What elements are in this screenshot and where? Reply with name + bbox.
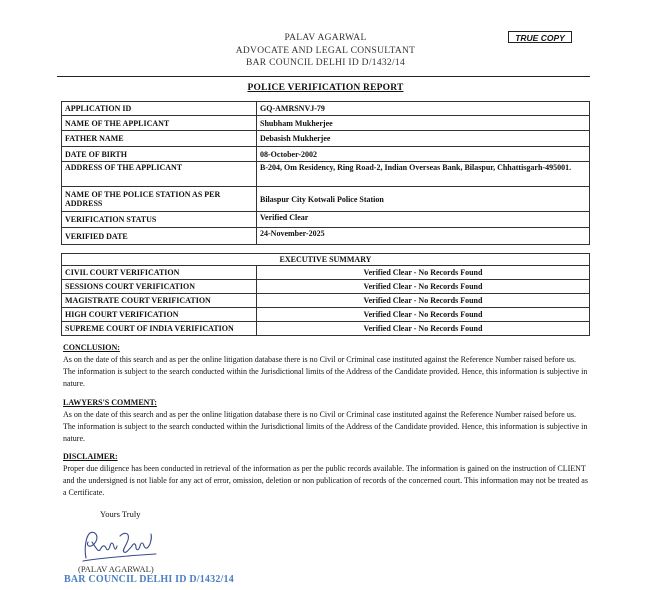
- summary-value: Verified Clear - No Records Found: [257, 294, 590, 308]
- summary-label: MAGISTRATE COURT VERIFICATION: [62, 294, 257, 308]
- detail-label: VERIFIED DATE: [62, 228, 257, 245]
- table-row: [62, 187, 590, 212]
- table-row: [62, 102, 590, 116]
- summary-label: CIVIL COURT VERIFICATION: [62, 266, 257, 280]
- table-row: [62, 162, 590, 187]
- report-title: [0, 83, 651, 93]
- detail-label: FATHER NAME: [62, 131, 257, 147]
- executive-summary-heading: EXECUTIVE SUMMARY: [62, 254, 590, 266]
- detail-value: Verified Clear: [257, 212, 590, 228]
- summary-value: Verified Clear - No Records Found: [257, 308, 590, 322]
- signature-image: [80, 528, 160, 569]
- detail-value: 24-November-2025: [257, 228, 590, 245]
- table-row: [62, 294, 590, 308]
- conclusion-text: As on the date of this search and as per the online litigation database there is no Civil or Criminal case instituted against the Reference Number raised before us. The information is subject to the search conducted within the Jurisdictional limits of the Address of the Candidate provided. Hence, this information is subjective in nature.: [63, 355, 588, 388]
- table-row: [62, 147, 590, 162]
- summary-label: SESSIONS COURT VERIFICATION: [62, 280, 257, 294]
- advocate-bar-id: BAR COUNCIL DELHI ID D/1432/14: [245, 58, 406, 68]
- closing-salutation: Yours Truly: [100, 509, 141, 519]
- details-table: [61, 101, 590, 245]
- table-row: [62, 228, 590, 245]
- detail-value: Debasish Mukherjee: [257, 131, 590, 147]
- detail-label: NAME OF THE POLICE STATION AS PER ADDRESS: [62, 187, 257, 212]
- conclusion-heading: CONCLUSION:: [63, 343, 120, 352]
- signatory-name: (PALAV AGARWAL): [78, 564, 154, 574]
- table-row: [62, 116, 590, 131]
- table-row: [62, 254, 590, 266]
- advocate-name: PALAV AGARWAL: [284, 33, 367, 43]
- table-row: [62, 266, 590, 280]
- report-title-text: POLICE VERIFICATION REPORT: [247, 83, 404, 93]
- executive-summary-table: [61, 253, 590, 336]
- detail-value: Bilaspur City Kotwali Police Station: [257, 187, 590, 212]
- disclaimer-text: Proper due diligence has been conducted in retrieval of the information as per the public records available. The information is gained on the instruction of CLIENT and the undersigned is not liable for any act of error, omission, deletion or non publication of records of the concerned court. This information may not be treated as a Certificate.: [63, 464, 588, 497]
- detail-label: NAME OF THE APPLICANT: [62, 116, 257, 131]
- conclusion-section: [63, 342, 588, 390]
- detail-value: 08-October-2002: [257, 147, 590, 162]
- summary-value: Verified Clear - No Records Found: [257, 266, 590, 280]
- lawyers-comment-text: As on the date of this search and as per the online litigation database there is no Civil or Criminal case instituted against the Reference Number raised before us. The information is subject to the search conducted within the Jurisdictional limits of the Address of the Candidate provided. Hence, this information is subjective in nature.: [63, 410, 588, 443]
- disclaimer-section: [63, 451, 588, 499]
- summary-label: SUPREME COURT OF INDIA VERIFICATION: [62, 322, 257, 336]
- detail-label: ADDRESS OF THE APPLICANT: [62, 162, 257, 187]
- summary-value: Verified Clear - No Records Found: [257, 322, 590, 336]
- lawyers-comment-heading: LAWYERS'S COMMENT:: [63, 398, 157, 407]
- signatory-bar-id: BAR COUNCIL DELHI ID D/1432/14: [64, 574, 234, 585]
- table-row: [62, 280, 590, 294]
- summary-label: HIGH COURT VERIFICATION: [62, 308, 257, 322]
- detail-label: APPLICATION ID: [62, 102, 257, 116]
- lawyers-comment-section: [63, 397, 588, 445]
- summary-value: Verified Clear - No Records Found: [257, 280, 590, 294]
- detail-value: Shubham Mukherjee: [257, 116, 590, 131]
- detail-value: GQ-AMRSNVJ-79: [257, 102, 590, 116]
- header-divider: [57, 76, 590, 77]
- disclaimer-heading: DISCLAIMER:: [63, 452, 118, 461]
- table-row: [62, 212, 590, 228]
- table-row: [62, 131, 590, 147]
- table-row: [62, 308, 590, 322]
- detail-label: DATE OF BIRTH: [62, 147, 257, 162]
- table-row: [62, 322, 590, 336]
- detail-value: B-204, Om Residency, Ring Road-2, Indian Overseas Bank, Bilaspur, Chhattisgarh-495001.: [257, 162, 590, 187]
- advocate-title: ADVOCATE AND LEGAL CONSULTANT: [235, 45, 416, 56]
- true-copy-stamp: TRUE COPY: [508, 31, 572, 43]
- detail-label: VERIFICATION STATUS: [62, 212, 257, 228]
